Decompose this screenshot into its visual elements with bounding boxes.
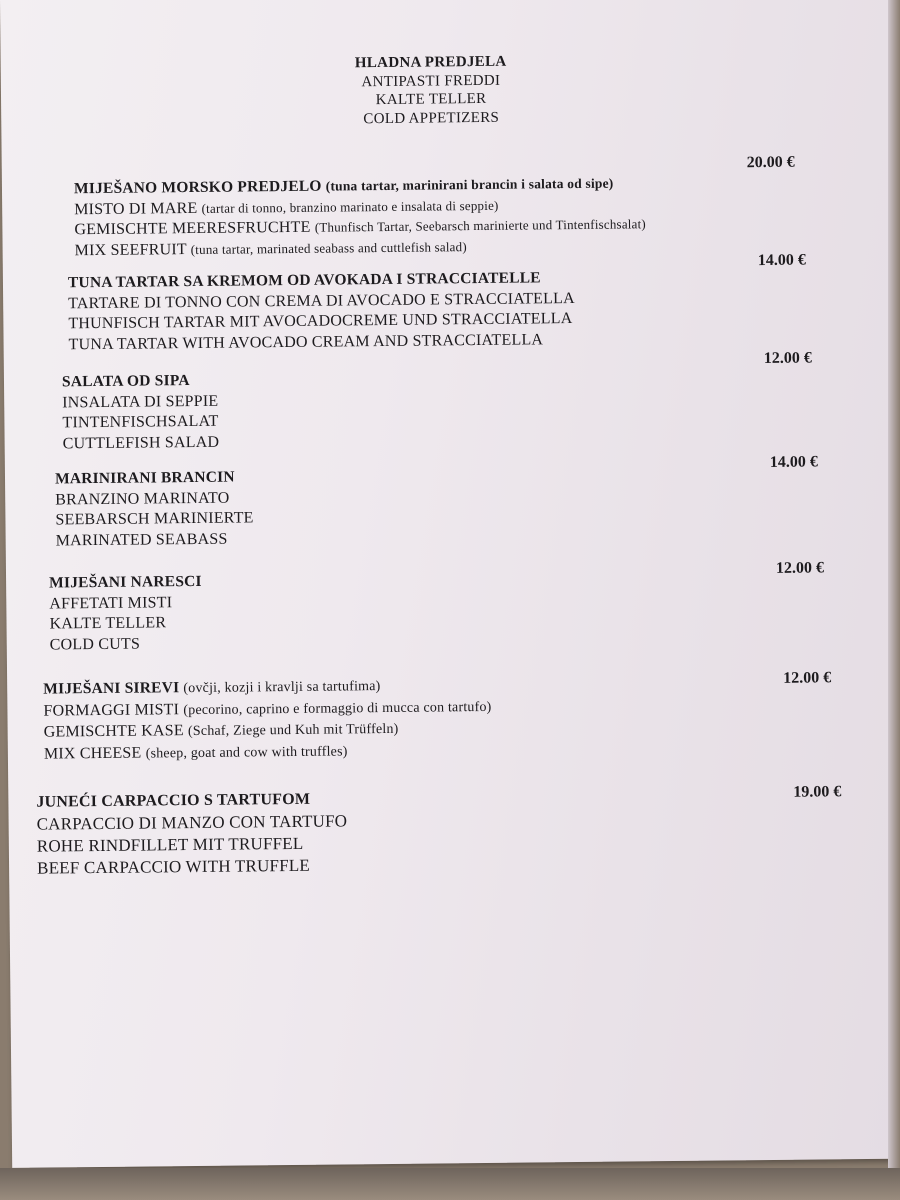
item-name-de: KALTE TELLER — [49, 614, 167, 633]
header-title-en: COLD APPETIZERS — [363, 109, 500, 127]
table-surface — [0, 1168, 900, 1200]
menu-item-cold-cuts — [49, 572, 202, 656]
item-name-it: INSALATA DI SEPPIE — [62, 392, 219, 411]
item-name-de: ROHE RINDFILLET MIT TRUFFEL — [36, 833, 304, 856]
item-name-en: MIX CHEESE — [43, 744, 142, 763]
item-name-it: BRANZINO MARINATO — [55, 489, 230, 508]
item-name-it: CARPACCIO DI MANZO CON TARTUFO — [36, 811, 348, 834]
menu-item-mixed-cheese — [43, 675, 492, 766]
item-price: 20.00 € — [746, 153, 795, 172]
item-name-hr: MIJEŠANI NARESCI — [49, 572, 202, 592]
item-name-hr: TUNA TARTAR SA KREMOM OD AVOKADA I STRACCIATELLE — [67, 269, 541, 292]
item-name-hr: JUNEĆI CARPACCIO S TARTUFOM — [36, 790, 311, 811]
item-description-en: (sheep, goat and cow with truffles) — [145, 743, 348, 762]
item-name-it: FORMAGGI MISTI — [43, 700, 180, 720]
header-title-it: ANTIPASTI FREDDI — [361, 72, 501, 90]
item-description-hr: (tuna tartar, marinirani brancin i salata od sipe) — [325, 175, 614, 194]
item-name-en: TUNA TARTAR WITH AVOCADO CREAM AND STRACCIATELLA — [68, 330, 544, 353]
item-description-de: (Schaf, Ziege und Kuh mit Trüffeln) — [187, 721, 399, 740]
item-name-de: THUNFISCH TARTAR MIT AVOCADOCREME UND STRACCIATELLA — [68, 310, 573, 333]
menu-item-beef-carpaccio — [36, 788, 348, 879]
item-name-it: TARTARE DI TONNO CON CREMA DI AVOCADO E STRACCIATELLA — [68, 289, 575, 312]
item-price: 12.00 € — [783, 669, 832, 687]
item-price: 14.00 € — [757, 251, 806, 270]
item-description-it: (pecorino, caprino e formaggio di mucca con tartufo) — [183, 699, 492, 718]
item-price: 19.00 € — [793, 783, 842, 801]
item-price: 14.00 € — [769, 453, 818, 471]
item-name-en: COLD CUTS — [49, 635, 141, 654]
item-price: 12.00 € — [775, 559, 825, 577]
item-name-de: SEEBARSCH MARINIERTE — [55, 509, 254, 529]
item-name-en: MIX SEEFRUIT — [74, 240, 187, 259]
item-name-en: CUTTLEFISH SALAD — [62, 433, 220, 452]
item-name-hr: SALATA OD SIPA — [61, 372, 190, 391]
item-description-hr: (ovčji, kozji i kravlji sa tartufima) — [183, 679, 381, 697]
menu-section-header — [331, 52, 532, 128]
header-title-de: KALTE TELLER — [375, 90, 487, 109]
item-name-hr: MARINIRANI BRANCIN — [54, 468, 235, 488]
item-description-de: (Thunfisch Tartar, Seebarsch marinierte und Tintenfischsalat) — [314, 216, 646, 235]
item-price: 12.00 € — [763, 349, 812, 368]
item-name-it: AFFETATI MISTI — [49, 593, 173, 613]
header-title-hr: HLADNA PREDJELA — [354, 53, 507, 72]
item-description-it: (tartar di tonno, branzino marinato e insalata di seppie) — [201, 197, 499, 216]
menu-item-marinated-seabass — [55, 467, 254, 551]
item-name-de: TINTENFISCHSALAT — [62, 412, 219, 432]
item-name-it: MISTO DI MARE — [74, 199, 198, 218]
item-name-hr: MIJEŠANO MORSKO PREDJELO — [73, 177, 322, 198]
page-edge-shadow — [888, 0, 900, 1200]
item-name-de: GEMISCHTE MEERESFRUCHTE — [74, 218, 311, 239]
menu-item-mixed-seafood — [74, 173, 646, 261]
menu-item-cuttlefish-salad — [62, 371, 219, 455]
menu-item-tuna-tartar — [68, 268, 575, 355]
item-description-en: (tuna tartar, marinated seabass and cuttlefish salad) — [190, 238, 467, 257]
item-name-hr: MIJEŠANI SIREVI — [43, 679, 180, 698]
item-name-de: GEMISCHTE KASE — [43, 722, 184, 741]
item-name-en: BEEF CARPACCIO WITH TRUFFLE — [36, 855, 311, 878]
item-name-en: MARINATED SEABASS — [55, 530, 228, 549]
